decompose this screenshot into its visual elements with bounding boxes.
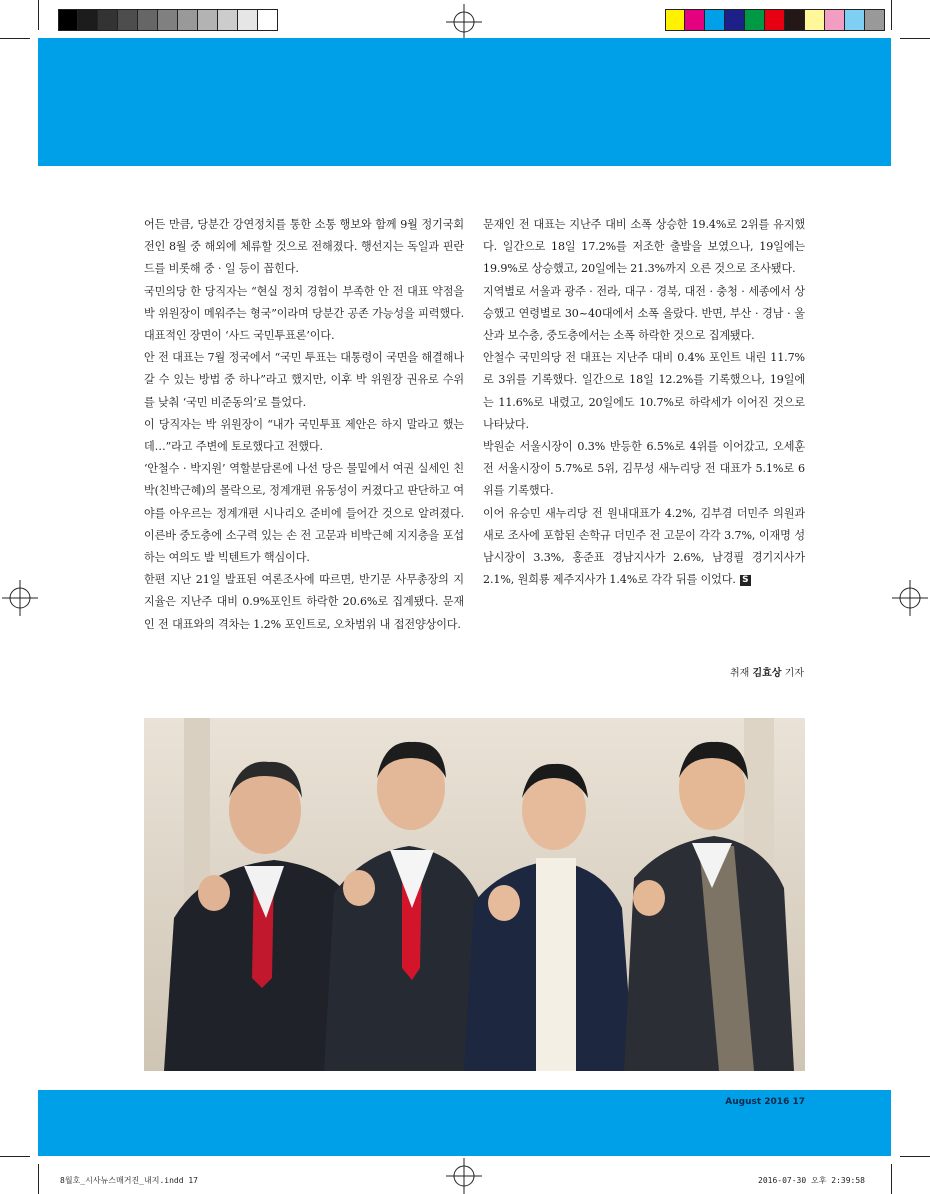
color-swatch — [218, 9, 238, 31]
print-timestamp: 2016-07-30 오후 2:39:58 — [758, 1176, 865, 1185]
crop-mark — [38, 1164, 39, 1194]
registration-mark-icon — [446, 1158, 482, 1194]
color-swatch — [845, 9, 865, 31]
article-paragraph — [483, 347, 805, 436]
color-swatch — [138, 9, 158, 31]
color-swatch — [178, 9, 198, 31]
article-paragraph — [144, 569, 464, 636]
article-paragraph — [144, 214, 464, 281]
color-swatch — [745, 9, 765, 31]
crop-mark — [0, 38, 30, 39]
file-slug: 8월호_시사뉴스매거진_내지.indd 17 — [60, 1176, 198, 1185]
color-swatch — [765, 9, 785, 31]
paragraph-text: 국민의당 한 당직자는 “현실 정치 경험이 부족한 안 전 대표 약점을 박 위원장이 메워주는 형국”이라며 당분간 공존 가능성을 피력했다. 대표적인 장면이 ‘사드 국민투표론’이다. — [144, 284, 464, 343]
crop-mark — [891, 0, 892, 30]
article-paragraph — [483, 503, 805, 592]
byline-suffix: 기자 — [784, 668, 804, 679]
article-paragraph — [483, 214, 805, 281]
color-swatch — [118, 9, 138, 31]
paragraph-text: 지역별로 서울과 광주 · 전라, 대구 · 경북, 대전 · 충청 · 세종에서 상승했고 연령별로 30~40대에서 소폭 올랐다. 반면, 부산 · 경남 · 울산과 보수층, 중도층에서는 소폭 하락한 것으로 집계됐다. — [483, 284, 805, 343]
group-photo — [144, 718, 805, 1071]
article-column-right — [483, 214, 805, 591]
registration-mark-icon — [892, 580, 928, 616]
paragraph-text: ‘안철수 · 박지원’ 역할분담론에 나선 당은 물밑에서 여권 실세인 친박(친박근혜)의 몰락으로, 정계개편 유동성이 커졌다고 판단하고 여야를 아우르는 정계개편 시나리오 준비에 들어간 것으로 알려졌다. 이른바 중도층에 소구력 있는 손 전 고문과 비박근혜 지지층을 포섭하는 여의도 발 빅텐트가 핵심이다. — [144, 462, 464, 565]
paragraph-text: 한편 지난 21일 발표된 여론조사에 따르면, 반기문 사무총장의 지지율은 지난주 대비 0.9%포인트 하락한 20.6%로 집계됐다. 문재인 전 대표와의 격차는 1.2% 포인트로, 오차범위 내 접전양상이다. — [144, 573, 464, 631]
registration-mark-icon — [446, 4, 482, 40]
color-swatch — [865, 9, 885, 31]
article-paragraph — [144, 414, 464, 458]
paragraph-text: 이 당직자는 박 위원장이 “내가 국민투표 제안은 하지 말라고 했는데…”라고 주변에 토로했다고 전했다. — [144, 417, 464, 454]
byline-reporter-name: 김효상 — [752, 668, 782, 679]
color-swatch — [665, 9, 685, 31]
paragraph-text: 어든 만큼, 당분간 강연정치를 통한 소통 행보와 함께 9월 정기국회 전인 8월 중 해외에 체류할 것으로 전해졌다. 행선지는 독일과 핀란드를 비롯해 중 · 일 등이 꼽힌다. — [144, 218, 464, 276]
byline-prefix: 취재 — [729, 668, 750, 679]
color-swatch — [238, 9, 258, 31]
byline — [560, 664, 804, 679]
color-swatch — [198, 9, 218, 31]
color-swatch — [58, 9, 78, 31]
color-swatch — [685, 9, 705, 31]
color-swatch — [805, 9, 825, 31]
crop-mark — [900, 1156, 930, 1157]
color-swatch — [98, 9, 118, 31]
color-swatch — [258, 9, 278, 31]
paragraph-text: 박원순 서울시장이 0.3% 반등한 6.5%로 4위를 이어갔고, 오세훈 전 서울시장이 5.7%로 5위, 김무성 새누리당 전 대표가 5.1%로 6위를 기록했다. — [483, 440, 805, 498]
paragraph-text: 문재인 전 대표는 지난주 대비 소폭 상승한 19.4%로 2위를 유지했다. 일간으로 18일 17.2%를 저조한 출발을 보였으나, 19일에는 19.9%로 상승했고, 20일에는 21.3%까지 오른 것으로 조사됐다. — [483, 218, 805, 276]
article-column-left — [144, 214, 464, 636]
color-calibration-bar — [665, 9, 885, 31]
crop-mark — [38, 0, 39, 30]
crop-mark — [891, 1164, 892, 1194]
color-swatch — [78, 9, 98, 31]
crop-mark — [0, 1156, 30, 1157]
header-color-band — [38, 38, 891, 166]
color-swatch — [158, 9, 178, 31]
color-swatch — [825, 9, 845, 31]
crop-mark — [900, 38, 930, 39]
paragraph-text: 이어 유승민 새누리당 전 원내대표가 4.2%, 김부겸 더민주 의원과 새로 조사에 포함된 손학규 더민주 전 고문이 각각 3.7%, 이재명 성남시장이 3.3%, 홍준표 경남지사가 2.6%, 남경필 경기지사가 2.1%, 원희룡 제주지사가 1.4%로 각각 뒤를 이었다. — [483, 506, 805, 587]
page-folio: August 2016 17 — [725, 1097, 805, 1107]
color-swatch — [705, 9, 725, 31]
paragraph-text: 안철수 국민의당 전 대표는 지난주 대비 0.4% 포인트 내린 11.7%로 3위를 기록했다. 일간으로 18일 12.2%를 기록했으나, 19일에는 11.6%로 내렸고, 20일에도 10.7%로 하락세가 이어진 것으로 나타났다. — [483, 351, 805, 431]
color-swatch — [785, 9, 805, 31]
gray-calibration-bar — [58, 9, 278, 31]
color-swatch — [725, 9, 745, 31]
article-paragraph — [144, 281, 464, 348]
paragraph-text: 안 전 대표는 7월 정국에서 “국민 투표는 대통령이 국면을 해결해나갈 수 있는 방법 중 하나”라고 했지만, 이후 박 위원장 권유로 수위를 낮춰 ‘국민 비준동의’로 틀었다. — [144, 351, 464, 409]
registration-mark-icon — [2, 580, 38, 616]
end-mark-icon: S — [740, 575, 751, 586]
article-paragraph — [483, 436, 805, 503]
article-paragraph — [483, 281, 805, 348]
article-paragraph — [144, 347, 464, 414]
article-paragraph — [144, 458, 464, 569]
